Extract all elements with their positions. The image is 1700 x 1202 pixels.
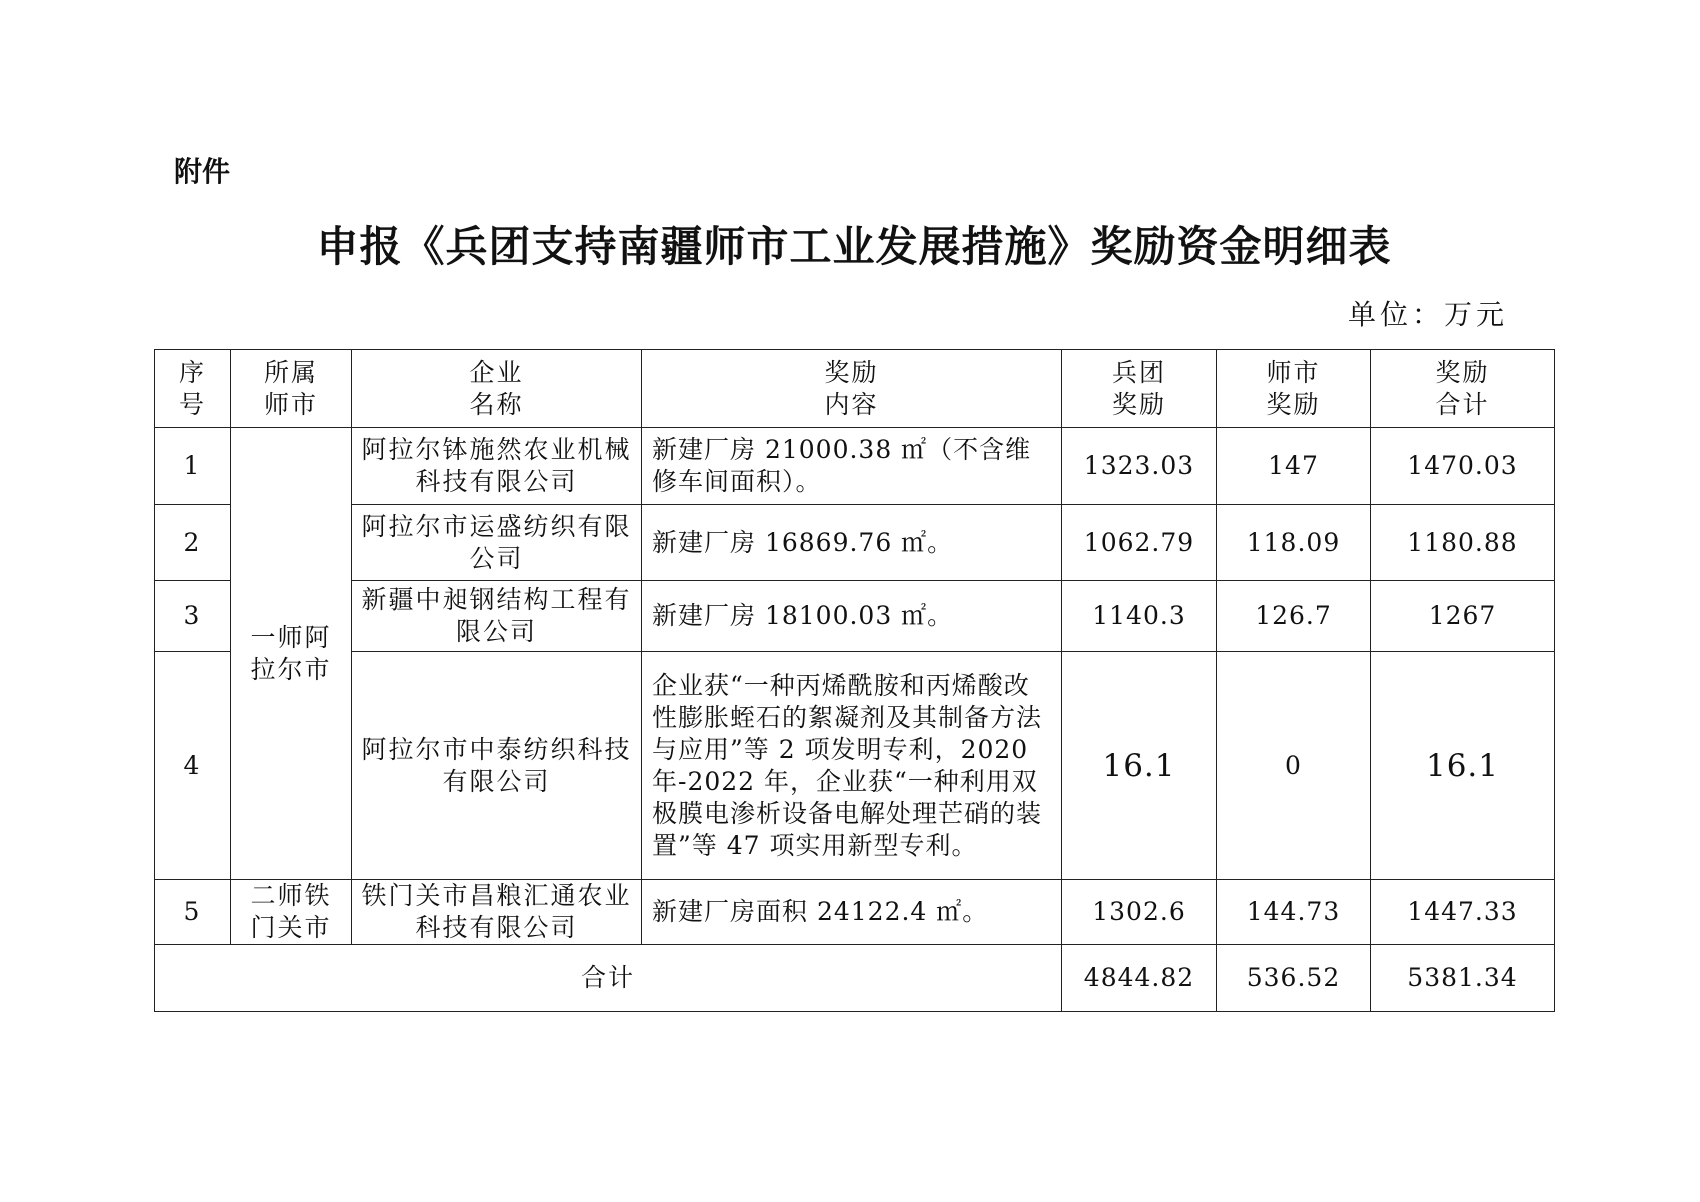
reward-content: 新建厂房 16869.76 ㎡。 bbox=[642, 505, 1062, 581]
total-reward: 1470.03 bbox=[1371, 428, 1555, 505]
summary-bingtuan: 4844.82 bbox=[1062, 945, 1217, 1012]
header-company: 企业 名称 bbox=[352, 350, 642, 428]
header-shishi-reward: 师市 奖励 bbox=[1217, 350, 1371, 428]
company-name: 铁门关市昌粮汇通农业科技有限公司 bbox=[352, 880, 642, 945]
header-division: 所属 师市 bbox=[231, 350, 352, 428]
header-bingtuan-reward: 兵团 奖励 bbox=[1062, 350, 1217, 428]
row-no: 4 bbox=[155, 652, 231, 880]
header-content: 奖励 内容 bbox=[642, 350, 1062, 428]
shishi-reward: 0 bbox=[1217, 652, 1371, 880]
row-no: 1 bbox=[155, 428, 231, 505]
company-name: 阿拉尔钵施然农业机械科技有限公司 bbox=[352, 428, 642, 505]
shishi-reward: 126.7 bbox=[1217, 581, 1371, 652]
total-reward: 1180.88 bbox=[1371, 505, 1555, 581]
table-row bbox=[155, 880, 1555, 945]
table-row bbox=[155, 652, 1555, 880]
company-name: 阿拉尔市运盛纺织有限公司 bbox=[352, 505, 642, 581]
summary-total: 5381.34 bbox=[1371, 945, 1555, 1012]
attachment-label: 附件 bbox=[174, 155, 231, 188]
bingtuan-reward: 1140.3 bbox=[1062, 581, 1217, 652]
row-no: 2 bbox=[155, 505, 231, 581]
document-title: 申报《兵团支持南疆师市工业发展措施》奖励资金明细表 bbox=[316, 222, 1392, 271]
bingtuan-reward: 1062.79 bbox=[1062, 505, 1217, 581]
reward-content: 新建厂房 21000.38 ㎡（不含维修车间面积）。 bbox=[642, 428, 1062, 505]
total-reward: 16.1 bbox=[1371, 652, 1555, 880]
summary-label: 合计 bbox=[155, 945, 1062, 1012]
bingtuan-reward: 1302.6 bbox=[1062, 880, 1217, 945]
table-row bbox=[155, 505, 1555, 581]
shishi-reward: 118.09 bbox=[1217, 505, 1371, 581]
shishi-reward: 147 bbox=[1217, 428, 1371, 505]
division-cell: 二师铁门关市 bbox=[231, 880, 352, 945]
shishi-reward: 144.73 bbox=[1217, 880, 1371, 945]
bingtuan-reward: 1323.03 bbox=[1062, 428, 1217, 505]
table-row bbox=[155, 428, 1555, 505]
unit-label: 单位：万元 bbox=[1347, 298, 1508, 331]
bingtuan-reward: 16.1 bbox=[1062, 652, 1217, 880]
summary-row bbox=[155, 945, 1555, 1012]
table-header-row bbox=[155, 350, 1555, 428]
total-reward: 1447.33 bbox=[1371, 880, 1555, 945]
header-no: 序 号 bbox=[155, 350, 231, 428]
header-total-reward: 奖励 合计 bbox=[1371, 350, 1555, 428]
table-row bbox=[155, 581, 1555, 652]
company-name: 阿拉尔市中泰纺织科技有限公司 bbox=[352, 652, 642, 880]
reward-content: 新建厂房面积 24122.4 ㎡。 bbox=[642, 880, 1062, 945]
reward-content: 新建厂房 18100.03 ㎡。 bbox=[642, 581, 1062, 652]
total-reward: 1267 bbox=[1371, 581, 1555, 652]
summary-shishi: 536.52 bbox=[1217, 945, 1371, 1012]
reward-detail-table bbox=[154, 349, 1555, 1012]
row-no: 5 bbox=[155, 880, 231, 945]
row-no: 3 bbox=[155, 581, 231, 652]
company-name: 新疆中昶钢结构工程有限公司 bbox=[352, 581, 642, 652]
division-cell: 一师阿拉尔市 bbox=[231, 428, 352, 880]
reward-content: 企业获“一种丙烯酰胺和丙烯酸改性膨胀蛭石的絮凝剂及其制备方法与应用”等 2 项发明专利，2020 年-2022 年，企业获“一种利用双极膜电渗析设备电解处理芒硝的装置”等 47 项实用新型专利。 bbox=[642, 652, 1062, 880]
